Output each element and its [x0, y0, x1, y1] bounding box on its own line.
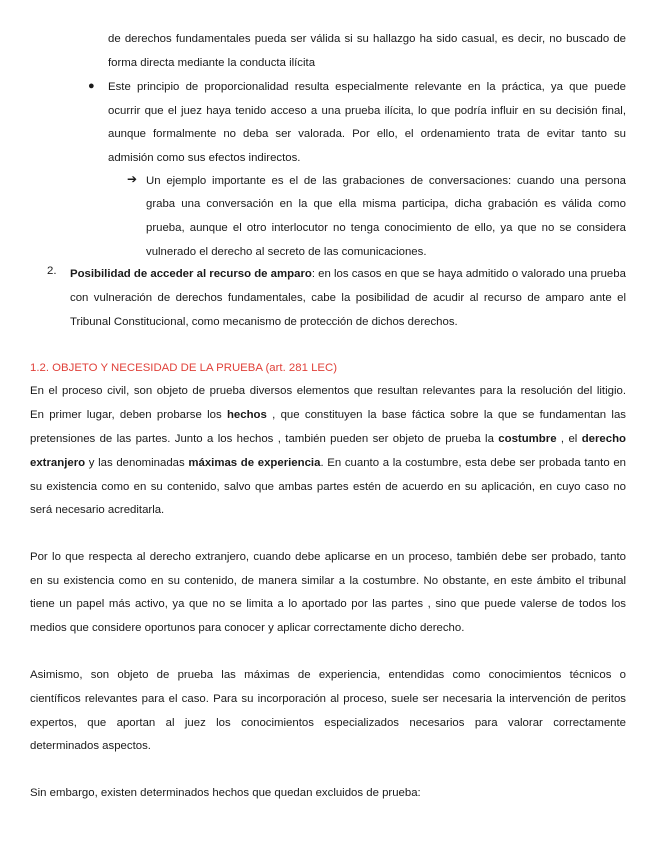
- text-line: vulnerado el derecho al secreto de las comunicaciones.: [146, 246, 427, 258]
- text-line: en su existencia como en su contenido, de manera similar a la costumbre. No obstante, en este ámbito el tribunal: [30, 575, 626, 587]
- bold-term: máximas de experiencia: [188, 457, 321, 469]
- bold-term: hechos: [226, 409, 267, 421]
- text-line: su existencia como en su contenido, salvo que ambas partes estén de acuerdo en su aplicación, en cuyo caso no: [30, 481, 626, 493]
- text-line: será necesario acreditarla.: [30, 504, 165, 516]
- text-line: expertos, que aportan al juez los conocimientos especializados necesarios para valorar correctamente: [30, 717, 626, 729]
- bold-term: derecho: [581, 433, 626, 445]
- text-line: determinados aspectos.: [30, 740, 151, 752]
- text-line: [30, 431, 626, 447]
- text-line: prueba, aunque el otro interlocutor no tenga conocimiento de ello, ya que no se considera: [146, 222, 626, 234]
- text-line: con vulneración de derechos fundamentales, cabe la posibilidad de acudir al recurso de amparo ante el: [70, 292, 626, 304]
- text-span: En primer lugar, deben probarse los: [30, 409, 227, 421]
- text-line: aunque formalmente no deba ser valorada. Por ello, el ordenamiento trata de evitar tanto su: [108, 128, 626, 140]
- arrow-icon: ➔: [127, 172, 138, 186]
- text-line: científicos relevantes para el caso. Para su incorporación al proceso, suele ser necesaria la intervención de peritos: [30, 693, 626, 705]
- text-line: En el proceso civil, son objeto de prueba diversos elementos que resultan relevantes para la resolución del litigio.: [30, 385, 626, 397]
- text-line: Un ejemplo importante es el de las grabaciones de conversaciones: cuando una persona: [146, 175, 626, 187]
- text-span: , el: [556, 433, 582, 445]
- bold-term: costumbre: [498, 433, 557, 445]
- list-number: 2.: [47, 265, 57, 277]
- text-line: [30, 407, 626, 423]
- bullet-icon: ●: [88, 80, 95, 92]
- text-line: Este principio de proporcionalidad resulta especialmente relevante en la práctica, ya que puede: [108, 81, 626, 93]
- text-line: admisión como sus efectos indirectos.: [108, 152, 301, 164]
- text-line: de derechos fundamentales pueda ser válida si su hallazgo ha sido casual, es decir, no buscado de: [108, 33, 626, 45]
- text-line: [70, 266, 626, 282]
- text-span: pretensiones de las partes. Junto a los hechos , también pueden ser objeto de prueba la: [30, 433, 499, 445]
- text-span: . En cuanto a la costumbre, esta debe ser probada tanto en: [320, 457, 626, 469]
- text-line: Asimismo, son objeto de prueba las máximas de experiencia, entendidas como conocimientos técnicos o: [30, 669, 626, 681]
- bold-term: Posibilidad de acceder al recurso de amparo: [70, 268, 312, 280]
- text-line: Sin embargo, existen determinados hechos que quedan excluidos de prueba:: [30, 787, 421, 799]
- text-line: Por lo que respecta al derecho extranjero, cuando debe aplicarse en un proceso, también debe ser probado, tanto: [30, 551, 626, 563]
- text-line: forma directa mediante la conducta ilícita: [108, 57, 316, 69]
- text-line: Tribunal Constitucional, como mecanismo de protección de dichos derechos.: [70, 316, 458, 328]
- section-heading: 1.2. OBJETO Y NECESIDAD DE LA PRUEBA (art. 281 LEC): [30, 362, 338, 374]
- text-span: , que constituyen la base fáctica sobre la que se fundamentan las: [266, 409, 626, 421]
- text-span: y las denominadas: [85, 457, 189, 469]
- text-span: : en los casos en que se haya admitido o valorado una prueba: [311, 268, 626, 280]
- text-line: tiene un papel más activo, ya que no se limita a lo aportado por las partes , sino que puede valerse de todos los: [30, 598, 626, 610]
- text-line: ocurrir que el juez haya tenido acceso a una prueba ilícita, lo que podría influir en su decisión final,: [108, 105, 626, 117]
- text-line: [30, 455, 626, 471]
- bold-term: extranjero: [30, 457, 86, 469]
- text-line: medios que considere oportunos para conocer y aplicar correctamente dicho derecho.: [30, 622, 465, 634]
- text-line: graba una conversación en la que ella misma participa, dicha grabación es válida como: [146, 198, 626, 210]
